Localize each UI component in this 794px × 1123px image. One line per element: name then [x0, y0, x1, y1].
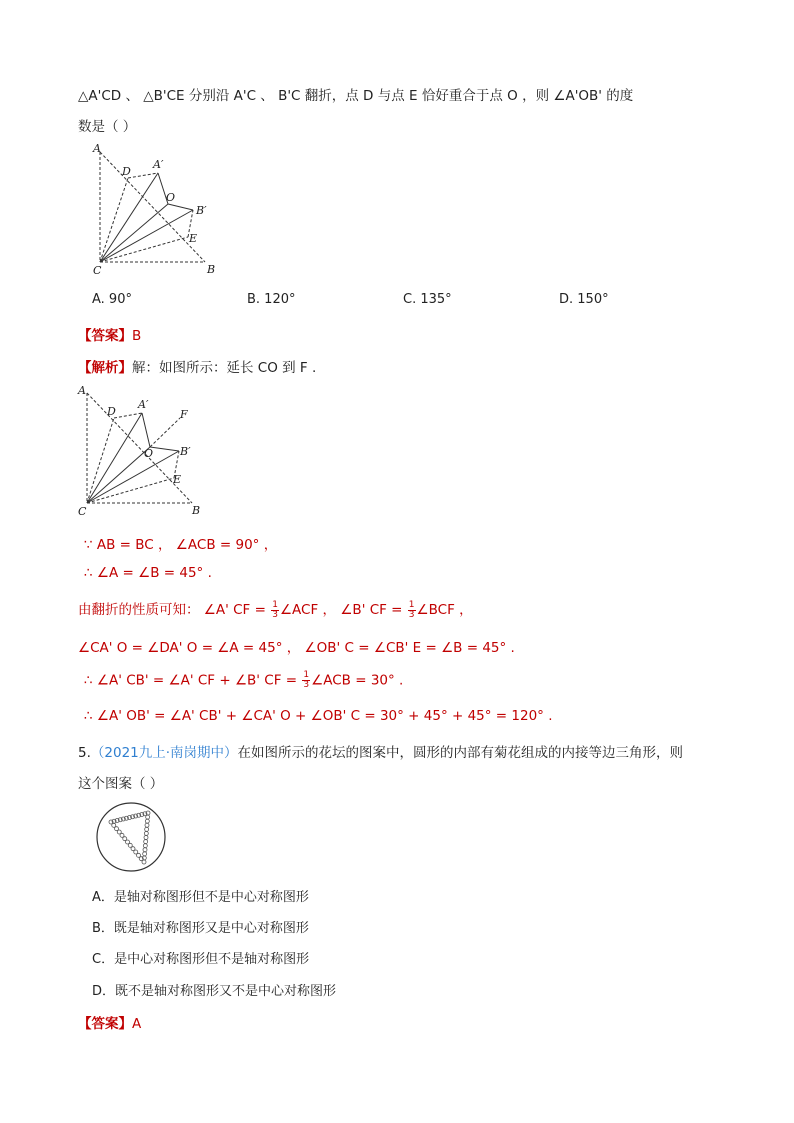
q4-step-5-pre: ∴ ∠A' CB' = ∠A' CF + ∠B' CF =: [84, 672, 302, 689]
q4-figure: [80, 140, 230, 280]
flower-dot: [146, 815, 150, 819]
fig2-label-e: E: [173, 473, 182, 486]
q5-stem-line2: 这个图案（ ）: [78, 776, 164, 792]
fig1-label-b1: B′: [196, 204, 207, 217]
fig2-label-a: A: [78, 384, 86, 397]
q5-option-b[interactable]: B．既是轴对称图形又是中心对称图形: [92, 921, 309, 936]
q5-stem-text: 在如图所示的花坛的图案中，圆形的内部有菊花组成的内接等边三角形，则: [237, 745, 684, 761]
q4-step-1: ∵ AB = BC ， ∠ACB = 90° ，: [84, 537, 278, 553]
q4-answer-value: B: [132, 328, 142, 344]
q5-option-d[interactable]: D．既不是轴对称图形又不是中心对称图形: [92, 984, 337, 999]
fig1-line-cd: [100, 178, 128, 262]
q4-step-3-mid: ∠ACF ， ∠B' CF =: [279, 602, 407, 618]
fraction-one-third: $\frac{1}{3}$: [408, 599, 415, 620]
q5-source[interactable]: （2021九上·南岗期中）: [90, 745, 238, 761]
chrysanthemum-triangle: [109, 811, 150, 864]
fig1-line-ob1: [168, 204, 193, 210]
fig1-line-ca1: [100, 173, 158, 262]
flower-dot: [143, 852, 147, 856]
fig2-label-b: B: [192, 504, 201, 517]
fig2-line-co: [87, 447, 150, 503]
fig2-line-of: [150, 418, 180, 447]
fig1-line-cb1: [100, 210, 193, 262]
q5-number: 5.: [78, 745, 91, 761]
fig2-label-d: D: [107, 405, 116, 418]
q4-analysis-figure: [72, 383, 222, 523]
fig2-label-c: C: [78, 505, 87, 518]
fig1-line-ce: [100, 237, 188, 262]
fig2-line-ca1: [87, 413, 142, 503]
flower-dot: [145, 827, 149, 831]
fig2-line-ob1: [150, 447, 179, 451]
q4-analysis-intro: 解：如图所示：延长 CO 到 F .: [132, 360, 317, 376]
q4-option-c[interactable]: C. 135°: [403, 292, 452, 307]
q4-step-3-post: ∠BCF ，: [416, 602, 473, 618]
q4-step-3-pre: 由翻折的性质可知： ∠A' CF =: [78, 602, 271, 618]
fig1-label-c: C: [93, 264, 102, 277]
q5-option-c[interactable]: C．是中心对称图形但不是轴对称图形: [92, 952, 310, 967]
fraction-one-third: $\frac{1}{3}$: [272, 599, 278, 620]
q5-answer: [78, 1012, 141, 1032]
fig1-line-co: [100, 204, 168, 262]
fig2-line-a1o: [142, 413, 150, 447]
fig1-label-a: A: [93, 142, 101, 155]
q4-answer: [78, 324, 141, 344]
fig2-label-b1: B′: [180, 445, 191, 458]
flowerbed-circle: [97, 803, 165, 871]
q4-step-3: [78, 598, 473, 620]
q4-answer-tag: 【答案】: [78, 328, 132, 344]
q4-option-a[interactable]: A. 90°: [92, 292, 132, 307]
q4-step-5-post: ∠ACB = 30° .: [311, 672, 404, 689]
fig1-line-da1: [128, 173, 158, 178]
flowerbed-figure: [94, 800, 168, 874]
fig1-label-d: D: [122, 165, 131, 178]
q5-option-a[interactable]: A．是轴对称图形但不是中心对称图形: [92, 890, 309, 905]
q4-analysis: [78, 356, 316, 376]
flower-dot: [145, 823, 149, 827]
flower-dot: [145, 819, 149, 823]
fig1-label-a1: A′: [153, 158, 164, 171]
flower-dot: [144, 840, 148, 844]
flower-dot: [144, 831, 148, 835]
fig2-label-f: F: [180, 408, 188, 421]
fig2-label-a1: A′: [138, 398, 149, 411]
fig1-label-b: B: [207, 263, 216, 276]
q4-option-d[interactable]: D. 150°: [559, 292, 609, 307]
fraction-one-third: $\frac{1}{3}$: [303, 670, 310, 690]
q4-step-4: ∠CA' O = ∠DA' O = ∠A = 45° ， ∠OB' C = ∠CB' E = ∠B = 45° .: [78, 640, 515, 656]
q4-stem-line1: △A'CD 、 △B'CE 分别沿 A'C 、 B'C 翻折，点 D 与点 E 恰好重合于点 O ，则 ∠A'OB' 的度: [78, 88, 634, 104]
fig1-label-e: E: [189, 232, 198, 245]
flower-dot: [143, 848, 147, 852]
q4-step-6: ∴ ∠A' OB' = ∠A' CB' + ∠CA' O + ∠OB' C = 30° + 45° + 45° = 120° .: [84, 708, 553, 724]
fig1-label-o: O: [166, 191, 176, 204]
q5-answer-tag: 【答案】: [78, 1016, 132, 1032]
fig2-label-o: O: [144, 447, 154, 460]
flower-dot: [144, 836, 148, 840]
flower-dot: [143, 844, 147, 848]
q4-step-2: ∴ ∠A = ∠B = 45° .: [84, 565, 212, 581]
q5-stem-line1: [78, 741, 683, 761]
q5-answer-value: A: [132, 1016, 142, 1032]
flower-dot: [112, 823, 116, 827]
q4-stem-line2: 数是（ ）: [78, 119, 137, 135]
q4-option-b[interactable]: B. 120°: [247, 292, 296, 307]
fig2-line-da1: [114, 413, 142, 418]
q4-analysis-tag: 【解析】: [78, 360, 132, 376]
q4-step-5: [84, 671, 403, 690]
